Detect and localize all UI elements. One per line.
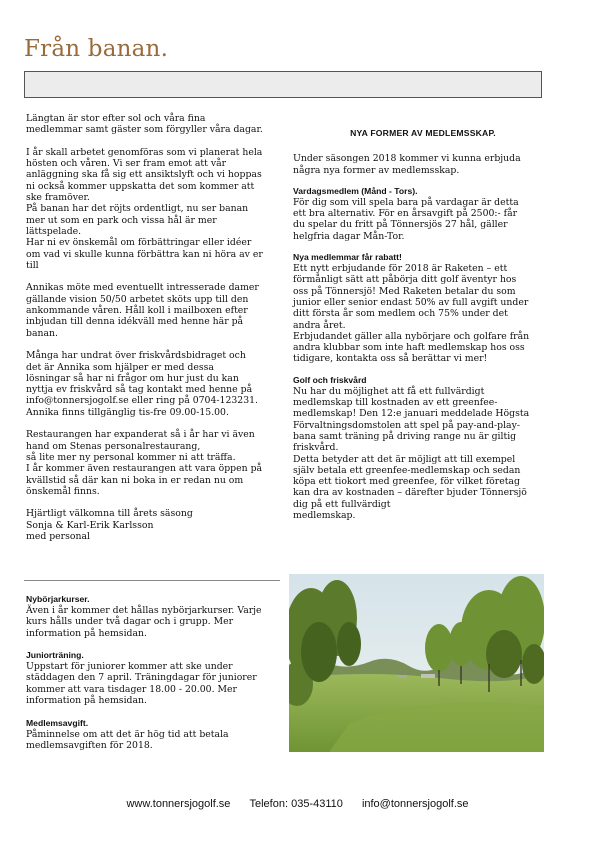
new-members-heading: Nya medlemmar får rabatt! bbox=[293, 252, 402, 263]
footer-website[interactable]: www.tonnersjogolf.se bbox=[126, 798, 231, 810]
signoff-paragraph: Hjärtligt välkomna till årets säsong Sonja & Karl-Erik Karlsson med personal bbox=[26, 508, 193, 542]
wellness-paragraph: Många har undrat över friskvårdsbidraget och det är Annika som hjälper er med dessa lösningar så har ni frågor om hur just du kan nyttja ev friskvård så tag kontakt med henne på info@tonnersjogolf.se eller ring på 0704-123231. Annika finns tillgänglig tis-fre 09.00-15.00. bbox=[26, 350, 258, 418]
column-divider bbox=[24, 580, 280, 581]
header-banner bbox=[24, 71, 542, 98]
left-column bbox=[26, 113, 284, 542]
membership-heading: NYA FORMER AV MEDLEMSSKAP. bbox=[350, 128, 496, 138]
membership-intro bbox=[293, 153, 553, 176]
junior-text: Uppstart för juniorer kommer att ske under städdagen den 7 april. Träningdagar för juniorer kommer att vara tisdager 18.00 - 20.00. Mer information på hemsidan. bbox=[26, 661, 257, 707]
beginners-section bbox=[26, 594, 284, 639]
junior-heading: Juniorträning. bbox=[26, 650, 84, 661]
weekday-heading: Vardagsmedlem (Månd - Tors). bbox=[293, 185, 418, 196]
weekday-section bbox=[293, 186, 553, 242]
fee-heading: Medlemsavgift. bbox=[26, 717, 89, 728]
footer bbox=[0, 798, 595, 810]
restaurant-paragraph: Restaurangen har expanderat så i år har vi även hand om Stenas personalrestaurang, så lite mer ny personal kommer ni att träffa. I år kommer även restaurangen att vara öppen på kvällstid så där kan ni boka in er redan nu om önskemål finns. bbox=[26, 429, 263, 497]
golf-health-section bbox=[293, 375, 553, 522]
intro-paragraph: Längtan är stor efter sol och våra fina medlemmar samt gäster som förgyller våra dagar. bbox=[26, 113, 263, 136]
beginners-heading: Nybörjarkurser. bbox=[26, 594, 90, 604]
fee-text: Påminnelse om att det är hög tid att betala medlemsavgiften för 2018. bbox=[26, 728, 229, 751]
weekday-text: För dig som vill spela bara på vardagar är detta ett bra alternativ. För en årsavgift på 2500:- får du spelar du fritt på Tönnersjös 27 hål, gäller helgfria dagar Mån-Tor. bbox=[293, 196, 519, 242]
course-work-paragraph: I år skall arbetet genomföras som vi planerat hela hösten och våren. Vi ser fram emot att vår anläggning ska få sig ett ansiktslyft och vi hoppas ni också kommer uppskatta det som kommer att ske framöver. På banan har det röjts ordentligt, nu ser banan mer ut som en park och vissa hål är mer lättspelade. Har ni ev önskemål om förbättringar eller idéer om vad vi skulle kunna förbättra kan ni höra av er till bbox=[26, 146, 263, 271]
right-column bbox=[293, 128, 553, 531]
footer-phone: Telefon: 035-43110 bbox=[249, 798, 343, 810]
golf-health-heading: Golf och friskvård bbox=[293, 374, 367, 385]
new-members-section bbox=[293, 252, 553, 365]
page-title: Från banan. bbox=[24, 36, 169, 62]
footer-email[interactable]: info@tonnersjogolf.se bbox=[361, 798, 469, 810]
golf-course-photo bbox=[289, 574, 544, 752]
vision-paragraph: Annikas möte med eventuellt intresserade damer gällande vision 50/50 arbetet sköts upp till den ankommande våren. Håll koll i mailboxen efter inbjudan till denna idékväll med henne här på banan. bbox=[26, 282, 259, 339]
new-members-text: Ett nytt erbjudande för 2018 är Raketen – ett förmånligt sätt att påbörja ditt golf äventyr hos oss på Tönnersjö! Med Raketen betalar du som junior eller senior endast 50% av full avgift under ditt första år som medlem och 75% under det andra året. Erbjudandet gäller alla nybörjare och golfare från andra klubbar som inte haft medlemskap hos oss tidigare, kontakta oss så berättar vi mer! bbox=[293, 263, 530, 365]
golf-health-text: Nu har du möjlighet att få ett fullvärdigt medlemskap till kostnaden av ett greenfee- medlemskap! Den 12:e januari meddelade Högsta Förvaltningsdomstolen att spel på pay-and-play- bana samt träning på driving range nu är giltig friskvård. Detta betyder att det är möjligt att till exempel själv betala ett greenfee-medlemskap och sedan köpa ett tiokort med greenfee, för vilket företag kan dra av kostnaden – därefter bjuder Tönnersjö dig på ett fullvärdigt medlemskap. bbox=[293, 385, 530, 522]
left-news-column bbox=[26, 594, 284, 763]
beginners-text: Även i år kommer det hållas nybörjarkurser. Varje kurs hålls under två dagar och i grupp. Mer information på hemsidan. bbox=[26, 605, 262, 639]
fee-section bbox=[26, 718, 284, 752]
membership-intro-text: Under säsongen 2018 kommer vi kunna erbjuda några nya former av medlemsskap. bbox=[293, 153, 521, 176]
junior-section bbox=[26, 650, 284, 706]
